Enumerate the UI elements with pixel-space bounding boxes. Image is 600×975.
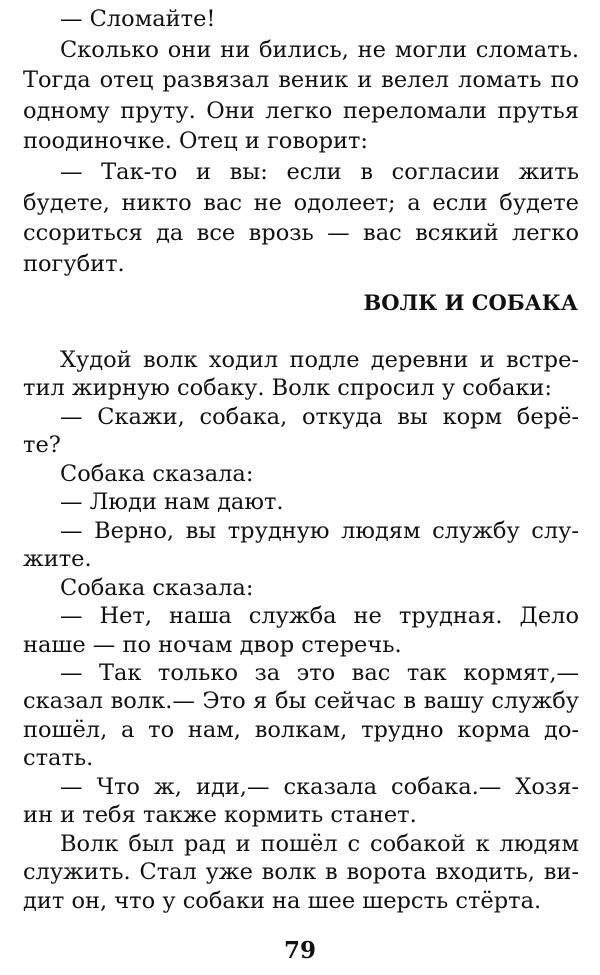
- text-line: Тогда отец развязал веник и велел ломать по: [23, 67, 579, 94]
- story-title: ВОЛК И СОБАКА: [363, 290, 578, 315]
- text-line: — Так только за это вас так кормят,—: [60, 659, 579, 686]
- text-line: — Так-то и вы: если в согласии жить: [60, 159, 579, 185]
- text-line: тил жирную собаку. Волк спросил у собаки:: [23, 375, 552, 402]
- text-line: поодиночке. Отец и говорит:: [23, 128, 368, 155]
- text-line: ин и тебя также кормить станет.: [23, 802, 417, 829]
- text-line: стать.: [23, 745, 94, 772]
- page-number: 79: [283, 937, 316, 964]
- text-line: — Верно, вы трудную людям службу слу-: [60, 517, 579, 544]
- text-line: — Нет, наша служба не трудная. Дело: [60, 603, 579, 630]
- text-line: будете, никто вас не одолеет; а если будете: [23, 189, 579, 216]
- text-line: Сколько они ни бились, не могли сломать.: [60, 36, 579, 63]
- text-line: Собака сказала:: [60, 460, 254, 487]
- text-line: — Люди нам дают.: [60, 489, 284, 516]
- text-line: — Что ж, иди,— сказала собака.— Хозя-: [60, 773, 579, 800]
- text-line: пошёл, а то нам, волкам, трудно корма до-: [23, 716, 579, 743]
- text-line: жите.: [23, 546, 92, 573]
- text-line: Худой волк ходил подле деревни и встре-: [60, 347, 579, 373]
- text-line: те?: [23, 432, 61, 459]
- text-line: наше — по ночам двор стеречь.: [23, 631, 402, 658]
- text-line: ссориться да все врозь — вас всякий легко: [23, 220, 579, 247]
- text-line: погубит.: [23, 250, 125, 277]
- text-line: дит он, что у собаки на шее шерсть стёрта.: [23, 887, 542, 914]
- text-line: Собака сказала:: [60, 574, 254, 601]
- text-line: — Скажи, собака, откуда вы корм берё-: [60, 403, 579, 430]
- text-line: служить. Стал уже волк в ворота входить, ви-: [23, 859, 579, 886]
- text-line: одному пруту. Они легко переломали прутья: [23, 97, 579, 124]
- text-line: — Сломайте!: [60, 6, 216, 32]
- text-line: Волк был рад и пошёл с собакой к людям: [60, 830, 579, 857]
- text-line: сказал волк.— Это я бы сейчас в вашу службу: [23, 688, 579, 715]
